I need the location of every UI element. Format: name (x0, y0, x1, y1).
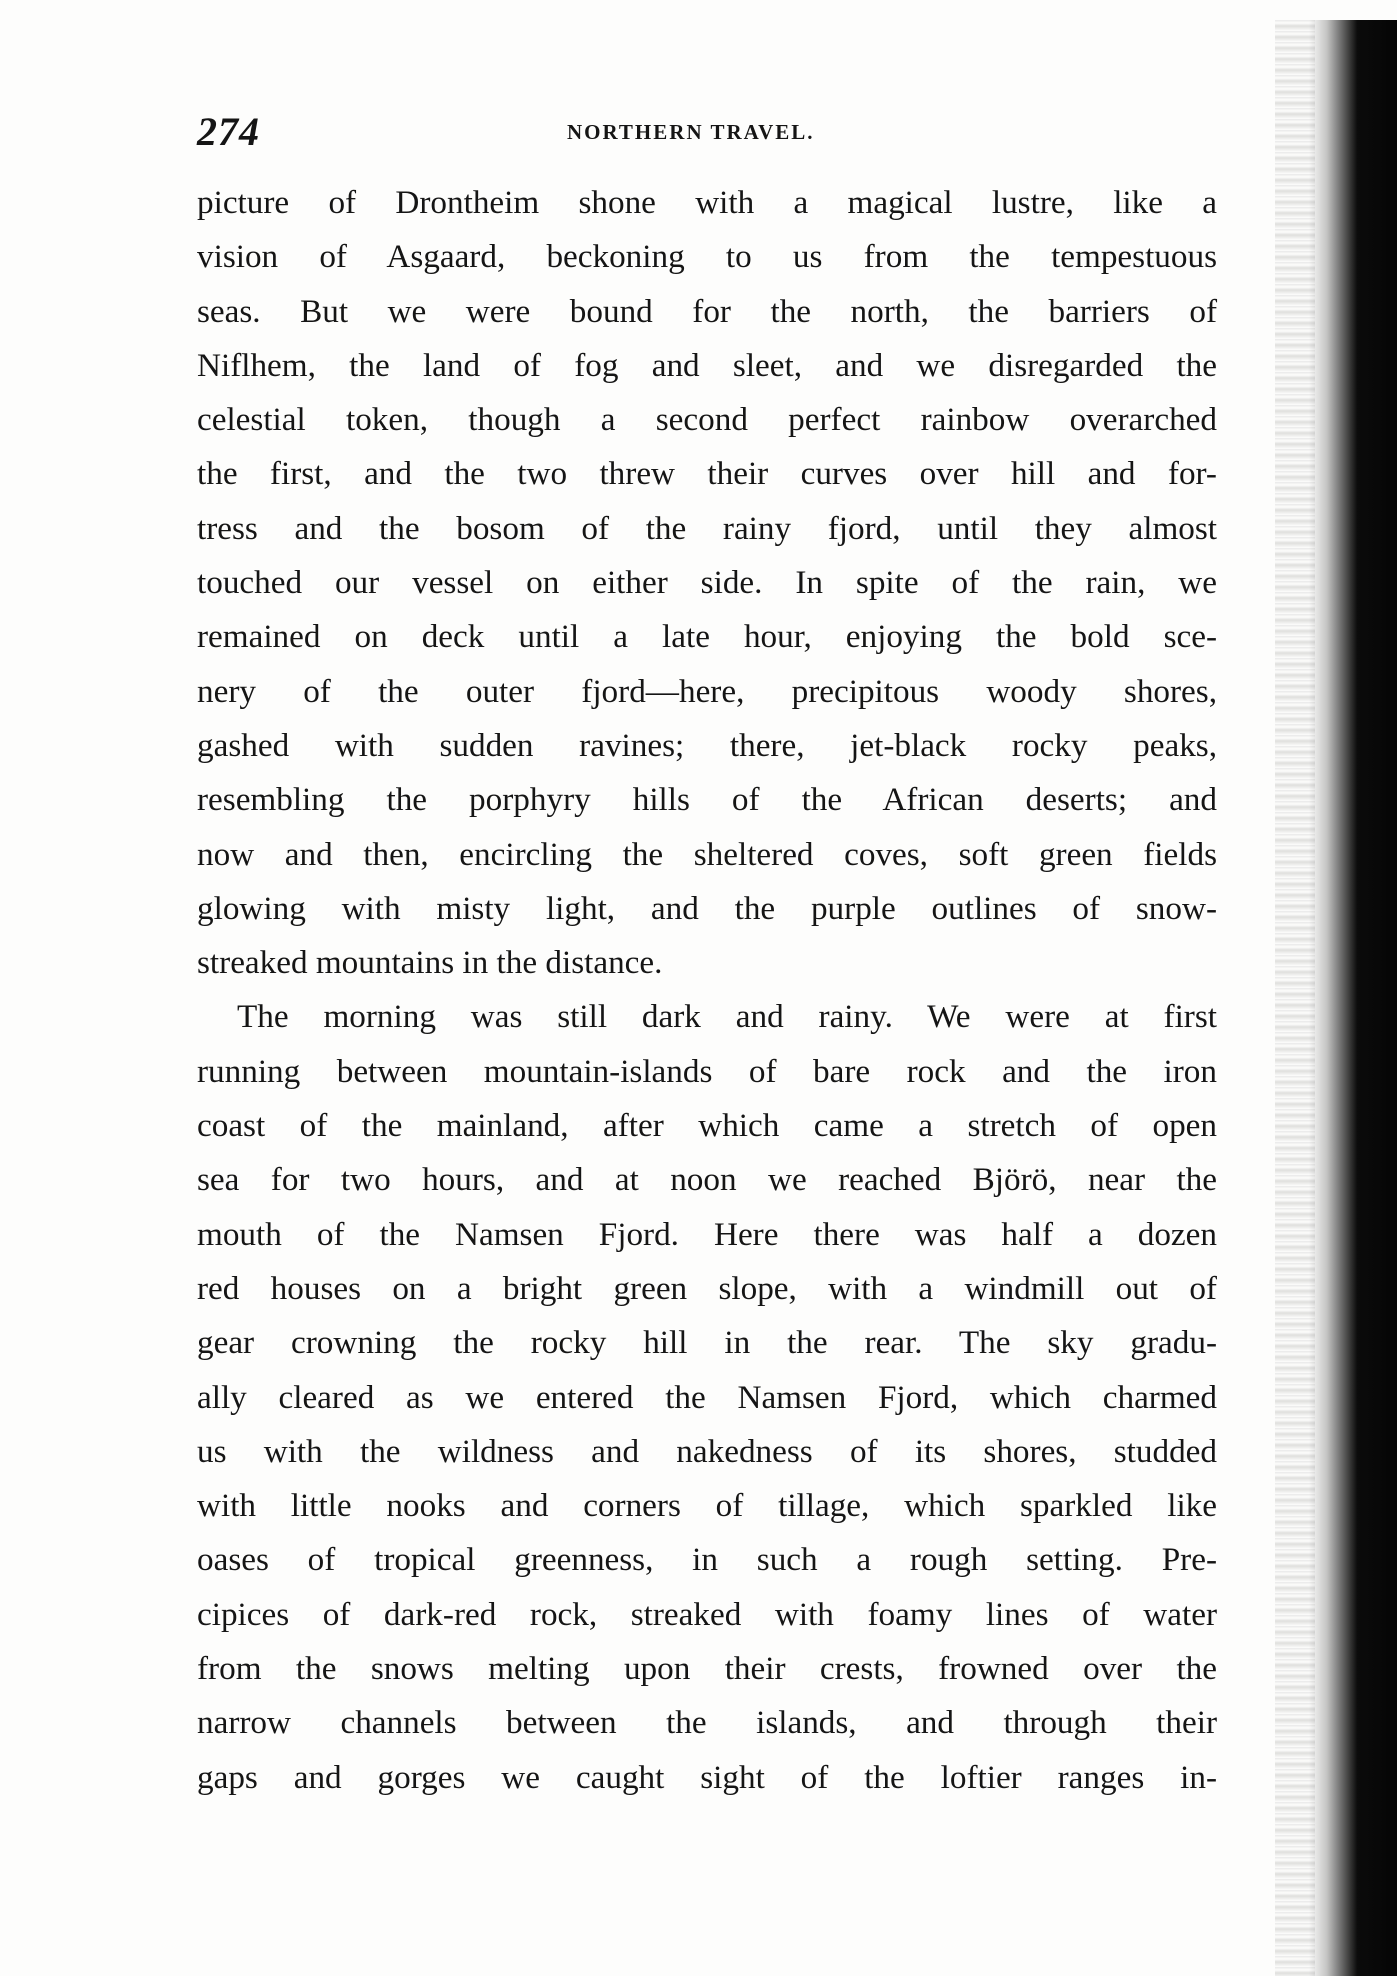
text-line: red houses on a bright green slope, with a windmill out of (197, 1269, 1217, 1307)
text-line: resembling the porphyry hills of the African deserts; and (197, 781, 1217, 819)
text-line: nery of the outer fjord—here, precipitous woody shores, (197, 672, 1217, 710)
running-head: NORTHERN TRAVEL. (567, 120, 815, 144)
text-line: cipices of dark-red rock, streaked with foamy lines of water (197, 1595, 1217, 1633)
text-line: seas. But we were bound for the north, the barriers of (197, 292, 1217, 330)
text-line: glowing with misty light, and the purple outlines of snow- (197, 889, 1217, 927)
text-line: tress and the bosom of the rainy fjord, until they almost (197, 509, 1217, 547)
text-line: gaps and gorges we caught sight of the loftier ranges in- (197, 1758, 1217, 1796)
text-line: vision of Asgaard, beckoning to us from the tempestuous (197, 238, 1217, 276)
text-line: narrow channels between the islands, and through their (197, 1704, 1217, 1742)
text-line: running between mountain-islands of bare rock and the iron (197, 1052, 1217, 1090)
body-text (197, 176, 1217, 1805)
text-line: gashed with sudden ravines; there, jet-black rocky peaks, (197, 726, 1217, 764)
text-line: with little nooks and corners of tillage, which sparkled like (197, 1487, 1217, 1525)
text-line: from the snows melting upon their crests, frowned over the (197, 1650, 1217, 1688)
text-line: remained on deck until a late hour, enjoying the bold sce- (197, 618, 1217, 656)
text-line: celestial token, though a second perfect rainbow overarched (197, 401, 1217, 439)
paragraph-2 (197, 990, 1217, 1804)
paragraph-1 (197, 176, 1217, 990)
text-line: mouth of the Namsen Fjord. Here there was half a dozen (197, 1215, 1217, 1253)
text-line: us with the wildness and nakedness of its shores, studded (197, 1432, 1217, 1470)
text-line: Niflhem, the land of fog and sleet, and we disregarded the (197, 346, 1217, 384)
text-line: touched our vessel on either side. In spite of the rain, we (197, 564, 1217, 602)
binding-edge (1309, 20, 1397, 1976)
text-line: coast of the mainland, after which came a stretch of open (197, 1107, 1217, 1145)
text-line: oases of tropical greenness, in such a rough setting. Pre- (197, 1541, 1217, 1579)
text-line: sea for two hours, and at noon we reached Björö, near the (197, 1161, 1217, 1199)
text-line: the first, and the two threw their curves over hill and for- (197, 455, 1217, 493)
text-line: ally cleared as we entered the Namsen Fjord, which charmed (197, 1378, 1217, 1416)
text-line: gear crowning the rocky hill in the rear. The sky gradu- (197, 1324, 1217, 1362)
text-line: The morning was still dark and rainy. We were at first (237, 998, 1217, 1036)
text-line: streaked mountains in the distance. (197, 944, 663, 982)
text-line: now and then, encircling the sheltered coves, soft green fields (197, 835, 1217, 873)
page-number: 274 (197, 109, 260, 154)
page-header (197, 108, 1217, 158)
text-line: picture of Drontheim shone with a magical lustre, like a (197, 184, 1217, 221)
